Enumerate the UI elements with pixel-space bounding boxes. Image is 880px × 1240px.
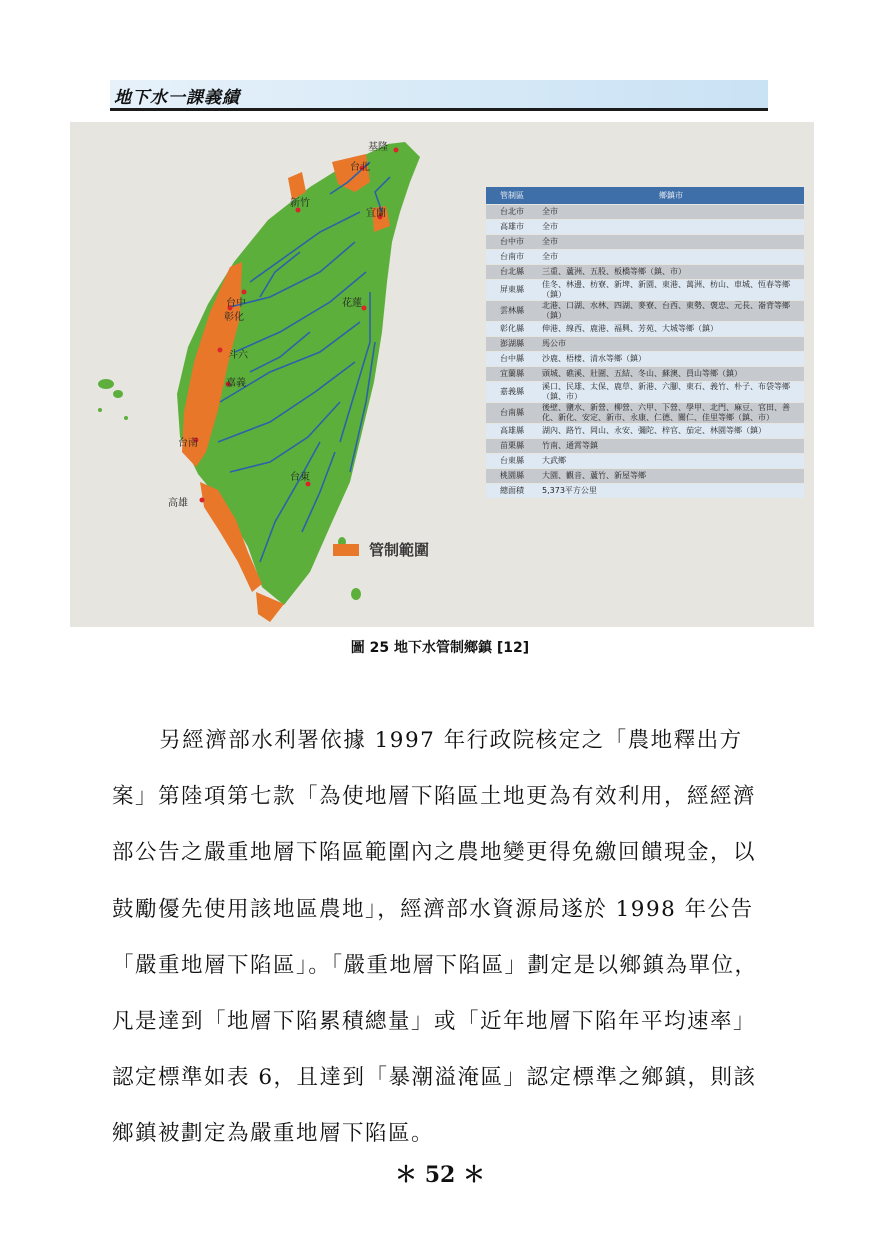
figure-caption	[0, 637, 880, 657]
cell-towns: 全市	[538, 235, 804, 249]
penghu-island	[98, 379, 114, 389]
cell-area: 宜蘭縣	[486, 367, 538, 381]
city-label-chiayi: 嘉義	[226, 378, 246, 389]
paragraph-text: 另經濟部水利署依據 1997 年行政院核定之「農地釋出方案」第陸項第七款「為使地層下陷區土地更為有效利用，經經濟部公告之嚴重地層下陷區範圍內之農地變更得免繳回饋現金，以鼓勵優先使用該地區農地」，經濟部水資源局遂於 1998 年公告「嚴重地層下陷區」。「嚴重地層下陷區」劃定是以鄉鎮為單位，凡是達到「地層下陷累積總量」或「近年地層下陷年平均速率」認定標準如表 6，且達到「暴潮溢淹區」認定標準之鄉鎮，則該鄉鎮被劃定為嚴重地層下陷區。	[112, 728, 758, 1147]
cell-towns: 沙鹿、梧棲、清水等鄉（鎮）	[538, 352, 804, 366]
cell-towns: 溪口、民雄、太保、鹿草、新港、六腳、東石、義竹、朴子、布袋等鄉（鎮、市）	[538, 382, 804, 402]
cell-towns: 頭城、礁溪、壯圍、五結、冬山、蘇澳、員山等鄉（鎮）	[538, 367, 804, 381]
cell-area: 嘉義縣	[486, 382, 538, 402]
table-row	[486, 454, 804, 468]
header-title: 地下水一課義績	[114, 88, 240, 108]
cell-area: 台東縣	[486, 454, 538, 468]
cell-towns: 全市	[538, 250, 804, 264]
cell-area: 總面積	[486, 484, 538, 498]
cell-towns: 三重、蘆洲、五股、板橋等鄉（鎮、市）	[538, 265, 804, 279]
running-header	[110, 80, 768, 108]
cell-towns: 佳冬、林邊、枋寮、新埤、新園、東港、萬洲、枋山、車城、恆春等鄉（鎮）	[538, 280, 804, 300]
city-label-yilan: 宜蘭	[366, 208, 386, 219]
city-label-kaohsiung: 高雄	[168, 498, 188, 509]
cell-area: 高雄市	[486, 220, 538, 234]
cell-area: 屏東縣	[486, 280, 538, 300]
table-row	[486, 403, 804, 423]
cell-area: 桃園縣	[486, 469, 538, 483]
city-label-hualien: 花蓮	[342, 298, 362, 309]
cell-area: 高雄縣	[486, 424, 538, 438]
cell-towns: 北港、口湖、水林、四湖、麥寮、台西、東勢、褒忠、元長、崙背等鄉（鎮）	[538, 301, 804, 321]
table-row	[486, 322, 804, 336]
city-label-keelung: 基隆	[368, 142, 388, 153]
table-row	[486, 265, 804, 279]
header-rule	[110, 108, 768, 111]
table-row	[486, 439, 804, 453]
islet	[124, 416, 128, 420]
city-label-taichung: 台中	[226, 298, 246, 309]
table-row	[486, 220, 804, 234]
table-row	[486, 367, 804, 381]
table-row	[486, 382, 804, 402]
table-row	[486, 280, 804, 300]
cell-area: 台南市	[486, 250, 538, 264]
cell-towns: 湖內、路竹、岡山、永安、彌陀、梓官、茄定、林園等鄉（鎮）	[538, 424, 804, 438]
control-area-table	[486, 186, 804, 499]
cell-area: 台中市	[486, 235, 538, 249]
city-label-douliu: 斗六	[228, 350, 248, 361]
table-row	[486, 301, 804, 321]
page-number: ＊ 52 ＊	[395, 1162, 485, 1188]
cell-towns: 全市	[538, 205, 804, 219]
cell-area: 雲林縣	[486, 301, 538, 321]
table-row	[486, 250, 804, 264]
cell-towns: 伸港、線西、鹿港、福興、芳苑、大城等鄉（鎮）	[538, 322, 804, 336]
table-row	[486, 424, 804, 438]
city-label-tainan: 台南	[178, 438, 198, 449]
legend-swatch-controlled	[333, 544, 359, 556]
caption-text: 圖 25 地下水管制鄉鎮 [12]	[350, 640, 530, 656]
cell-area: 台南縣	[486, 403, 538, 423]
table-row	[486, 484, 804, 498]
cell-area: 台北縣	[486, 265, 538, 279]
cell-area: 台中縣	[486, 352, 538, 366]
col-header-area: 管制區	[486, 187, 538, 204]
penghu-island-2	[113, 390, 123, 398]
cell-towns: 大武鄉	[538, 454, 804, 468]
cell-towns: 竹南、通霄等鎮	[538, 439, 804, 453]
col-header-towns: 鄉鎮市	[538, 187, 804, 204]
cell-area: 澎湖縣	[486, 337, 538, 351]
cell-area: 彰化縣	[486, 322, 538, 336]
table-header-row	[486, 187, 804, 204]
city-label-hsinchu: 新竹	[290, 198, 310, 209]
table-row	[486, 205, 804, 219]
map-legend	[333, 539, 429, 560]
orchid-island	[351, 588, 361, 600]
cell-area: 台北市	[486, 205, 538, 219]
cell-towns: 全市	[538, 220, 804, 234]
city-label-changhua: 彰化	[224, 312, 244, 323]
city-label-taipei: 台北	[350, 162, 370, 173]
table-row	[486, 469, 804, 483]
city-label-taitung: 台東	[290, 472, 310, 483]
body-paragraph	[112, 713, 772, 1163]
islet	[98, 408, 102, 412]
table-row	[486, 337, 804, 351]
cell-area: 苗栗縣	[486, 439, 538, 453]
cell-towns: 大園、觀音、蘆竹、新屋等鄉	[538, 469, 804, 483]
legend-label: 管制範圍	[369, 541, 430, 559]
cell-towns: 5,373平方公里	[538, 484, 804, 498]
cell-towns: 馬公市	[538, 337, 804, 351]
figure-groundwater-control-map	[70, 122, 814, 627]
table-row	[486, 352, 804, 366]
table-row	[486, 235, 804, 249]
cell-towns: 後壁、鹽水、新營、柳營、六甲、下營、學甲、北門、麻豆、官田、善化、新化、安定、新市、永康、仁德、關仁、佳里等鄉（鎮、市）	[538, 403, 804, 423]
